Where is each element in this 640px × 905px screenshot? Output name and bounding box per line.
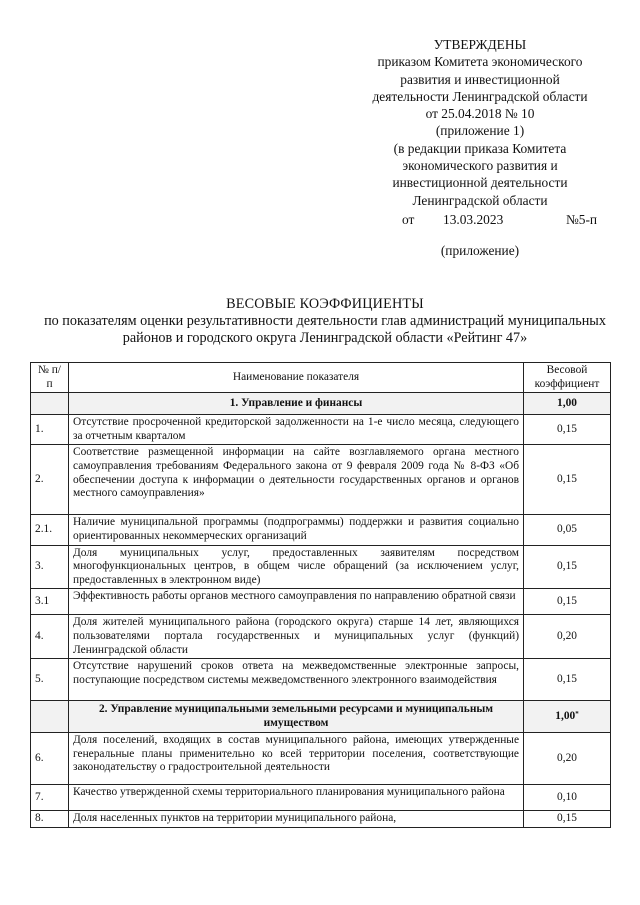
table-row (31, 811, 611, 828)
table-row (31, 615, 611, 659)
weight-coefficient: 0,15 (524, 659, 611, 701)
row-number: 8. (31, 811, 69, 828)
section-row (31, 701, 611, 733)
weight-coefficient: 0,15 (524, 415, 611, 445)
section-title: 2. Управление муниципальными земельными ресурсами и муниципальным имуществом (69, 701, 524, 733)
approval-line: (приложение 1) (435, 123, 525, 139)
approval-line: инвестиционной деятельности (392, 175, 568, 191)
table-row (31, 785, 611, 811)
table-row (31, 415, 611, 445)
approval-date: 13.03.2023 (443, 211, 504, 227)
weight-coefficient: 0,15 (524, 589, 611, 615)
section-coefficient-value: 1,00 (555, 709, 576, 722)
approval-line: приказом Комитета экономического (377, 54, 583, 70)
header-num: № п/п (31, 363, 69, 393)
approval-line: (в редакции приказа Комитета (393, 140, 567, 156)
section-coefficient (524, 393, 611, 415)
section-spacer (31, 393, 69, 415)
table-row (31, 589, 611, 615)
row-number: 7. (31, 785, 69, 811)
appendix-label: (приложение) (440, 243, 520, 259)
header-coef: Весовой коэффициент (524, 363, 611, 393)
header-name: Наименование показателя (69, 363, 524, 393)
indicator-name: Доля жителей муниципального района (городского округа) старше 14 лет, являющихся пользователями портала государственных и муниципальных услуг (функций) Ленинградской области (69, 615, 524, 659)
row-number: 4. (31, 615, 69, 659)
approval-stamp (350, 36, 610, 260)
approval-line: от 25.04.2018 № 10 (425, 106, 535, 122)
section-title: 1. Управление и финансы (69, 393, 524, 415)
table-row (31, 515, 611, 545)
table-row (31, 445, 611, 515)
approval-line: экономического развития и (402, 158, 558, 174)
date-prefix: от (402, 211, 415, 227)
indicator-name: Отсутствие просроченной кредиторской задолженности на 1-е число месяца, следующего за отчетным кварталом (69, 415, 524, 445)
section-row (31, 393, 611, 415)
weights-table (30, 362, 611, 828)
approval-line: Ленинградской области (412, 192, 548, 208)
row-number: 3.1 (31, 589, 69, 615)
weight-coefficient: 0,15 (524, 811, 611, 828)
weight-coefficient: 0,20 (524, 615, 611, 659)
row-number: 2. (31, 445, 69, 515)
row-number: 2.1. (31, 515, 69, 545)
document-title (30, 296, 620, 347)
row-number: 5. (31, 659, 69, 701)
table-row (31, 659, 611, 701)
title-subtitle: по показателям оценки результативности деятельности глав администраций муниципальных районов и городского округа Ленинградской области «Рейтинг 47» (44, 313, 606, 346)
indicator-name: Отсутствие нарушений сроков ответа на межведомственные электронные запросы, поступающие посредством системы межведомственного электронного взаимодействия (69, 659, 524, 701)
weight-coefficient: 0,20 (524, 733, 611, 785)
weight-coefficient: 0,15 (524, 545, 611, 589)
section-spacer (31, 701, 69, 733)
indicator-name: Доля поселений, входящих в состав муниципального района, имеющих утвержденные генеральные планы применительно ко всей территории поселения, соответствующие законодательству о градостроительной деятельности (69, 733, 524, 785)
approval-date-line (350, 211, 610, 228)
approval-number: №5-п (566, 211, 598, 227)
section-coefficient (524, 701, 611, 733)
indicator-name: Эффективность работы органов местного самоуправления по направлению обратной связи (69, 589, 524, 615)
approval-line: деятельности Ленинградской области (372, 88, 588, 104)
weight-coefficient: 0,05 (524, 515, 611, 545)
approval-line: УТВЕРЖДЕНЫ (433, 37, 527, 52)
title-main: ВЕСОВЫЕ КОЭФФИЦИЕНТЫ (226, 296, 424, 312)
row-number: 6. (31, 733, 69, 785)
indicator-name: Качество утвержденной схемы территориального планирования муниципального района (69, 785, 524, 811)
table-row (31, 733, 611, 785)
weight-coefficient: 0,10 (524, 785, 611, 811)
section-coefficient-value: 1,00 (557, 396, 577, 409)
indicator-name: Наличие муниципальной программы (подпрограммы) поддержки и развития социально ориентированных некоммерческих организаций (69, 515, 524, 545)
approval-line: развития и инвестиционной (400, 71, 560, 87)
table-row (31, 545, 611, 589)
indicator-name: Доля муниципальных услуг, предоставленных заявителям посредством многофункциональных центров, в общем числе обращений (за исключением услуг, предоставленных в электронном виде) (69, 545, 524, 589)
table-header-row (31, 363, 611, 393)
indicator-name: Доля населенных пунктов на территории муниципального района, (69, 811, 524, 828)
row-number: 3. (31, 545, 69, 589)
footnote-mark: * (575, 709, 579, 718)
indicator-name: Соответствие размещенной информации на сайте возглавляемого органа местного самоуправления требованиям Федерального закона от 9 февраля 2009 года № 8-ФЗ «Об обеспечении доступа к информации о деятельности государственных органов и органов местного самоуправления» (69, 445, 524, 515)
row-number: 1. (31, 415, 69, 445)
weight-coefficient: 0,15 (524, 445, 611, 515)
